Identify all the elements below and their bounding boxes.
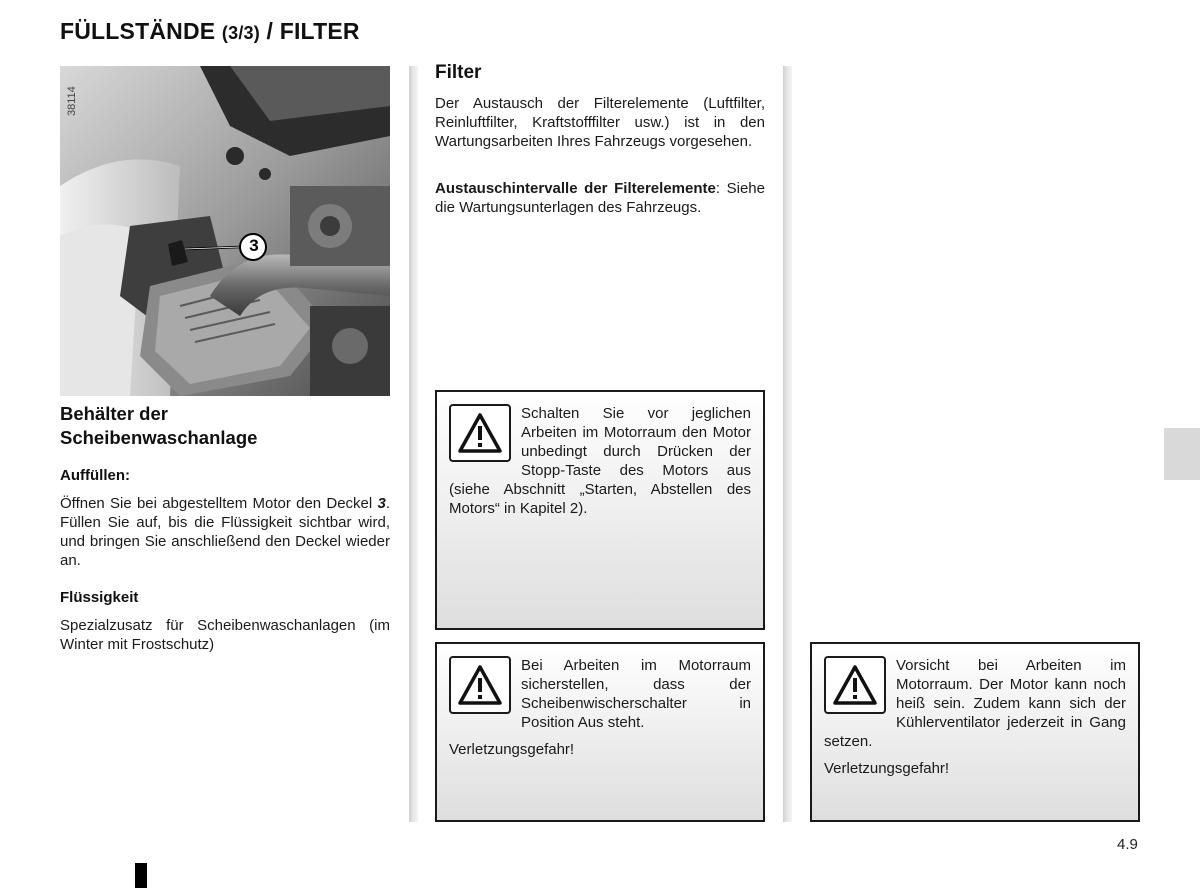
refill-text-part1: Öffnen Sie bei abgestelltem Motor den Deckel [60, 495, 378, 512]
fluid-text: Spezialzusatz für Scheibenwaschanlagen (im Winter mit Frostschutz) [60, 617, 390, 653]
page-title [60, 18, 360, 45]
filter-interval-text: : Siehe die Wartungsunterlagen des Fahrzeugs. [435, 180, 765, 216]
engine-bay-illustration [60, 66, 390, 396]
refill-heading: Auffüllen: [60, 467, 130, 484]
warning-engine-stop-text: Schalten Sie vor jeglichen Arbeiten im Motorraum den Motor unbedingt durch Drücken der Stopp-Taste des Motors aus (siehe Abschnitt „Starten, Abstellen des Motors“ in Kapitel 2). [449, 405, 751, 517]
engine-bay-photo [60, 66, 390, 396]
filter-intro: Der Austausch der Filterelemente (Luftfilter, Reinluftfilter, Kraftstofffilter usw.) ist in den Wartungsarbeiten Ihres Fahrzeugs vorgesehen. [435, 95, 765, 150]
refill-text [60, 494, 390, 570]
warning-wiper-note: Verletzungsgefahr! [449, 741, 575, 758]
column-divider-left [409, 66, 418, 822]
page-title-rest: / FILTER [259, 18, 360, 44]
warning-box-hot-engine [810, 642, 1140, 822]
warning-triangle-icon [449, 404, 511, 462]
reservoir-heading [60, 402, 390, 450]
warning-wiper-text: Bei Arbeiten im Motorraum sicherstellen, dass der Scheibenwischerschalter in Position Aus steht. [521, 657, 751, 731]
filter-heading: Filter [435, 62, 482, 83]
crop-mark [135, 863, 147, 888]
warning-hot-engine-note: Verletzungsgefahr! [824, 760, 950, 777]
warning-hot-engine-text: Vorsicht bei Arbeiten im Motorraum. Der Motor kann noch heiß sein. Zudem kann sich der Kühlerventilator jederzeit in Gang setzen. [824, 657, 1126, 750]
chapter-tab-marker [1164, 428, 1200, 480]
filter-interval [435, 179, 765, 217]
fluid-heading: Flüssigkeit [60, 589, 139, 606]
column-divider-right [783, 66, 792, 822]
warning-box-engine-stop [435, 390, 765, 630]
reservoir-heading-line2: Scheibenwaschanlage [60, 427, 258, 448]
page-title-fraction: (3/3) [221, 23, 260, 43]
refill-text-part2: . Füllen Sie auf, bis die Flüssigkeit sichtbar wird, und bringen Sie anschließend den Deckel wieder an. [60, 495, 390, 569]
filter-interval-label: Austauschintervalle der Filterelemente [435, 180, 716, 197]
page-number: 4.9 [1117, 836, 1138, 853]
warning-box-wiper [435, 642, 765, 822]
refill-text-ref: 3 [377, 495, 386, 512]
reservoir-heading-line1: Behälter der [60, 403, 168, 424]
warning-triangle-icon [449, 656, 511, 714]
warning-triangle-icon [824, 656, 886, 714]
page-title-main: FÜLLSTÄNDE [60, 18, 216, 44]
photo-reference-code: 38114 [66, 86, 78, 116]
photo-callout-number: 3 [249, 236, 259, 255]
